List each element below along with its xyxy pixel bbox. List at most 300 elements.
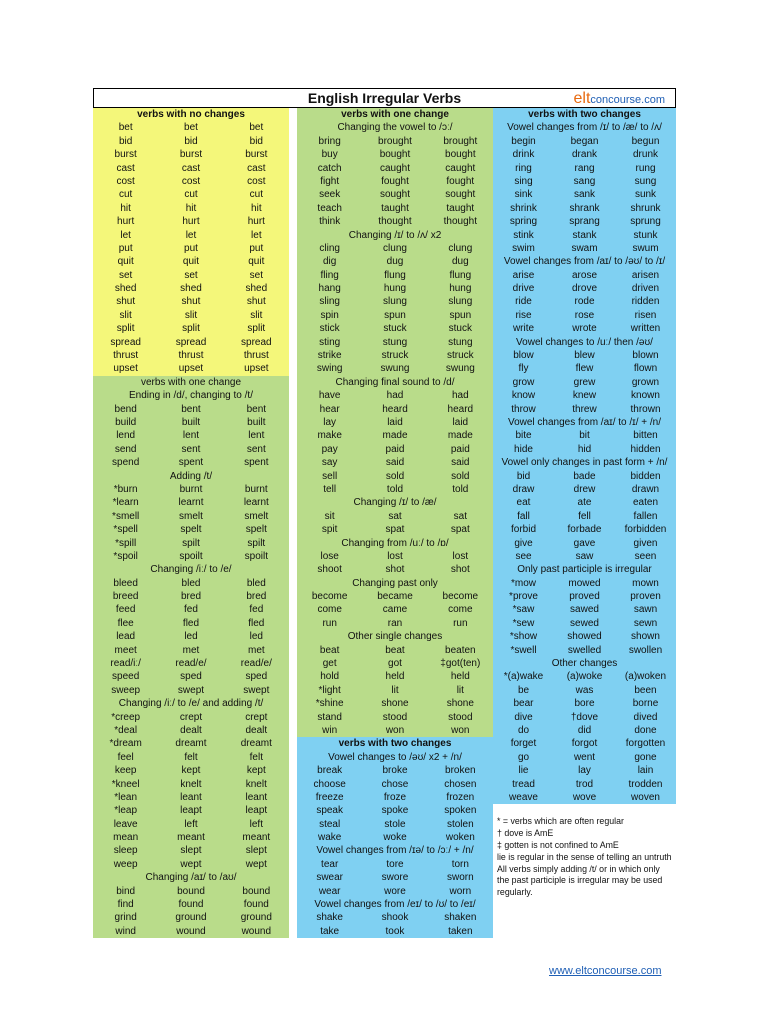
base-form: sling [319,296,340,308]
heading-text: Vowel changes from /ɪ/ to /æ/ to /ʌ/ [507,122,662,134]
past-participle: heard [447,403,474,415]
base-form: break [317,765,343,777]
past-simple: was [575,684,594,696]
past-participle: split [247,323,266,335]
past-participle: swept [243,684,270,696]
base-form: *saw [512,604,535,616]
logo-part-1: elt [573,90,591,107]
past-simple: began [570,135,599,147]
past-participle: slung [448,296,473,308]
past-simple: brought [378,135,412,147]
past-participle: clung [448,242,473,254]
base-form: stand [317,711,342,723]
site-logo [574,90,666,108]
verb-row [297,429,493,442]
column-1 [93,108,289,938]
past-simple: got [388,658,402,670]
past-participle: made [447,430,473,442]
past-participle: beaten [445,644,476,656]
verb-row [93,162,289,175]
base-form: buy [321,149,338,161]
base-form: sing [514,175,533,187]
base-form: become [311,591,348,603]
subsection-heading [493,416,676,429]
past-simple: stung [382,336,408,348]
base-form: forbid [510,524,536,536]
past-participle: forgotten [625,738,666,750]
base-form: drive [512,283,535,295]
base-form: *prove [509,591,538,603]
past-simple: wove [572,791,597,803]
subsection-heading [93,871,289,884]
past-participle: read/e/ [240,658,272,670]
heading-text: Vowel changes from /ɪə/ to /ɔː/ + /n/ [316,845,474,857]
past-participle: burst [245,149,268,161]
past-simple: paid [385,443,405,455]
base-form: lend [116,430,136,442]
past-simple: cut [184,189,198,201]
base-form: put [118,242,133,254]
past-simple: sought [379,189,410,201]
base-form: get [322,658,337,670]
base-form: burst [114,149,137,161]
past-simple: meant [177,832,205,844]
past-participle: run [453,617,468,629]
base-form: fall [517,510,530,522]
past-simple: burst [179,149,203,161]
past-simple: spoke [381,805,409,817]
past-simple: sold [385,470,405,482]
past-participle: bidden [630,470,661,482]
verb-row [93,523,289,536]
base-form: throw [511,403,536,415]
past-participle: lain [637,765,654,777]
past-simple: trod [575,778,594,790]
verb-row [493,550,676,563]
past-participle: stuck [448,323,472,335]
past-simple: dealt [180,724,202,736]
past-simple: stood [382,711,408,723]
past-participle: bought [445,149,476,161]
past-simple: rode [574,296,595,308]
base-form: see [515,550,532,562]
past-participle: dealt [245,724,268,736]
past-participle: stung [448,336,473,348]
base-form: swear [316,872,343,884]
past-simple: drank [571,149,597,161]
past-participle: had [451,390,469,402]
past-participle: proven [630,591,661,603]
base-form: find [117,899,134,911]
past-participle: won [451,724,470,736]
base-form: be [517,684,530,696]
past-simple: found [178,899,204,911]
past-participle: arisen [631,269,660,281]
past-simple: blew [574,350,595,362]
heading-text: Changing from /uː/ to /ɒ/ [341,537,449,549]
past-participle: (a)woken [624,671,667,683]
base-form: make [317,430,342,442]
past-simple: (a)woke [566,671,603,683]
base-form: speak [316,805,343,817]
base-form: arise [512,269,535,281]
past-participle: stood [448,711,473,723]
verb-row [493,443,676,456]
verb-row [93,778,289,791]
base-form: spit [321,524,338,536]
past-simple: stank [572,229,597,241]
past-participle: given [633,537,658,549]
verb-row [93,269,289,282]
base-form: *(a)wake [503,671,544,683]
past-simple: wept [180,858,202,870]
subsection-heading [297,577,493,590]
base-form: grow [512,376,535,388]
past-simple: left [184,818,198,830]
past-participle: caught [445,162,476,174]
verb-row [93,603,289,616]
verb-row [297,657,493,670]
past-participle: slit [250,309,263,321]
verb-row [493,737,676,750]
past-participle: eaten [632,497,659,509]
past-simple: struck [381,350,409,362]
base-form: cling [319,242,340,254]
subsection-heading [493,657,676,670]
verb-row [297,135,493,148]
base-form: weave [509,791,538,803]
base-form: go [517,751,530,763]
note-line: * = verbs which are often regular [497,816,624,827]
heading-text: Vowel changes from /eɪ/ to /ʊ/ to /eɪ/ [314,899,476,911]
past-participle: sprung [630,216,661,228]
past-participle: sawn [633,604,658,616]
verb-row [93,229,289,242]
base-form: sink [514,189,533,201]
verb-row [297,443,493,456]
verb-row [493,617,676,630]
past-participle: learnt [243,497,269,509]
past-participle: put [249,242,264,254]
base-form: stink [513,229,534,241]
heading-text: Vowel changes to /əʊ/ x2 + /n/ [328,751,462,763]
past-participle: bound [242,885,271,897]
past-participle: lost [452,550,469,562]
subsection-heading [93,389,289,402]
past-simple: wrote [572,323,597,335]
heading-text: verbs with one change [341,109,449,120]
past-participle: bled [246,577,266,589]
verb-row [493,349,676,362]
past-participle: borne [632,698,659,710]
base-form: sting [319,336,341,348]
base-form: say [321,457,338,469]
heading-text: Changing final sound to /d/ [335,376,455,388]
verb-row [93,898,289,911]
past-participle: rung [635,162,656,174]
past-participle: fallen [633,510,658,522]
base-form: wind [115,925,136,937]
verb-row [93,577,289,590]
past-participle: left [249,818,263,830]
past-participle: risen [634,309,657,321]
verb-row [297,255,493,268]
verb-row [297,188,493,201]
verb-row [493,148,676,161]
past-participle: meant [242,832,271,844]
past-simple: swelled [567,644,602,656]
subsection-heading [493,121,676,134]
past-simple: froze [383,791,407,803]
past-participle: thrown [630,403,661,415]
past-participle: lent [248,430,265,442]
verb-row [493,764,676,777]
past-participle: fled [248,617,265,629]
base-form: *leap [114,805,138,817]
base-form: *deal [114,724,138,736]
past-participle: knelt [245,778,267,790]
past-simple: read/e/ [175,658,207,670]
verb-row [493,376,676,389]
verb-row [93,510,289,523]
verb-row [93,456,289,469]
subsection-heading [297,537,493,550]
heading-text: Vowel changes from /aɪ/ to /əʊ/ to /ɪ/ [503,256,666,268]
verb-row [93,188,289,201]
past-simple: thought [378,216,412,228]
base-form: shoot [317,564,342,576]
heading-text: verbs with two changes [338,738,452,750]
past-simple: wound [176,925,206,937]
verb-row [297,336,493,349]
verb-row [493,590,676,603]
past-simple: bled [181,577,201,589]
base-form: cast [116,162,135,174]
verb-row [297,403,493,416]
past-simple: told [386,483,404,495]
base-form: let [120,229,131,241]
past-participle: drawn [631,483,660,495]
base-form: fling [320,269,339,281]
past-simple: chose [381,778,409,790]
past-participle: mown [632,577,659,589]
base-form: meet [114,644,137,656]
past-participle: stolen [446,818,474,830]
verb-row [93,885,289,898]
past-simple: lost [387,550,403,562]
past-simple: spat [385,524,405,536]
verb-row [93,764,289,777]
past-simple: flung [384,269,406,281]
base-form: spin [320,309,339,321]
past-participle: become [442,591,479,603]
verb-row [493,389,676,402]
past-simple: fled [182,617,200,629]
past-participle: shaken [444,912,477,924]
base-form: bid [118,135,133,147]
heading-text: Changing past only [352,577,438,589]
past-simple: felt [184,751,198,763]
past-simple: arose [571,269,597,281]
past-participle: torn [451,858,469,870]
note-line: ‡ gotten is not confined to AmE [497,839,619,850]
base-form: sweep [111,684,141,696]
verb-row [93,684,289,697]
base-form: give [514,537,533,549]
heading-text: verbs with one change [140,376,242,388]
heading-text: Vowel only changes in past form + /n/ [501,457,668,469]
past-participle: sought [445,189,476,201]
verb-row [493,202,676,215]
base-form: sell [322,470,338,482]
past-simple: sawed [570,604,599,616]
base-form: flee [117,617,134,629]
past-simple: lent [182,430,200,442]
base-form: pay [321,443,338,455]
subsection-heading [93,470,289,483]
verb-row [493,135,676,148]
base-form: think [319,216,341,228]
past-simple: hung [383,283,407,295]
verb-row [297,322,493,335]
past-simple: gave [573,537,596,549]
base-form: swing [316,363,343,375]
base-form: hold [320,671,340,683]
past-participle: spun [449,309,472,321]
base-form: *spoil [113,550,138,562]
past-simple: smelt [179,510,203,522]
base-form: weep [113,858,138,870]
base-form: lie [518,765,529,777]
past-simple: threw [572,403,597,415]
past-participle: driven [631,283,660,295]
verb-row [93,791,289,804]
past-participle: frozen [446,791,475,803]
verb-row [93,322,289,335]
past-participle: shut [246,296,266,308]
verb-row [297,778,493,791]
column-3-rows [493,108,676,804]
past-participle: lit [456,684,464,696]
past-participle: met [247,644,265,656]
heading-text: verbs with two changes [528,109,641,120]
verb-row [493,577,676,590]
footer-link[interactable]: www.eltconcourse.com [549,965,662,977]
verb-row [297,309,493,322]
heading-text: Adding /t/ [169,470,213,482]
past-participle: shown [631,631,660,643]
verb-row [493,684,676,697]
past-participle: laid [452,416,469,428]
verb-row [93,121,289,134]
past-simple: lay [578,765,591,777]
page-title: English Irregular Verbs [307,90,462,106]
subsection-heading [93,563,289,576]
verb-row [297,911,493,924]
past-simple: put [184,242,198,254]
verb-row [297,148,493,161]
verb-row [297,617,493,630]
past-participle: spoken [444,805,477,817]
past-simple: ate [577,497,592,509]
past-participle: kept [246,765,266,777]
base-form: hit [120,202,131,214]
past-simple: shed [180,283,202,295]
heading-text: Changing /iː/ to /e/ and adding /t/ [118,698,264,710]
base-form: run [322,617,337,629]
verb-row [297,362,493,375]
past-simple: slit [184,309,198,321]
column-2 [297,108,493,938]
base-form: feel [117,751,134,763]
verb-row [493,229,676,242]
verb-row [493,282,676,295]
section-heading [297,737,493,750]
past-simple: proved [569,591,600,603]
base-form: *shine [315,698,344,710]
verb-row [297,590,493,603]
past-simple: set [184,269,198,281]
past-simple: sprang [569,216,600,228]
base-form: shrink [510,202,537,214]
verb-row [493,523,676,536]
base-form: feed [115,604,136,616]
past-simple: dreamt [175,738,207,750]
past-simple: lit [391,684,399,696]
past-participle: told [452,483,469,495]
base-form: shake [316,912,343,924]
verb-row [93,630,289,643]
past-participle: begun [631,135,660,147]
past-simple: beat [385,644,405,656]
past-participle: chosen [444,778,477,790]
verb-row [297,215,493,228]
verb-row [93,737,289,750]
past-participle: taught [446,202,475,214]
base-form: win [322,724,338,736]
past-simple: led [184,631,198,643]
verb-row [93,295,289,308]
verb-row [93,657,289,670]
past-simple: took [385,925,405,937]
base-form: read/iː/ [110,658,141,670]
past-simple: dug [386,256,404,268]
base-form: bring [318,135,341,147]
base-form: fight [320,175,340,187]
past-participle: cut [249,189,263,201]
verb-row [297,456,493,469]
past-participle: paid [450,443,470,455]
base-form: teach [317,202,342,214]
base-form: have [318,390,341,402]
verb-row [93,443,289,456]
verb-row [493,175,676,188]
past-simple: shrank [569,202,600,214]
past-participle: struck [446,350,474,362]
past-participle: said [451,457,470,469]
verb-row [297,563,493,576]
verb-row [93,135,289,148]
header [93,88,676,108]
past-simple: bought [379,149,411,161]
verb-row [297,603,493,616]
verb-row [297,175,493,188]
verb-row [493,162,676,175]
past-simple: shot [385,564,405,576]
verb-row [297,791,493,804]
base-form: split [116,323,135,335]
verb-row [93,537,289,550]
